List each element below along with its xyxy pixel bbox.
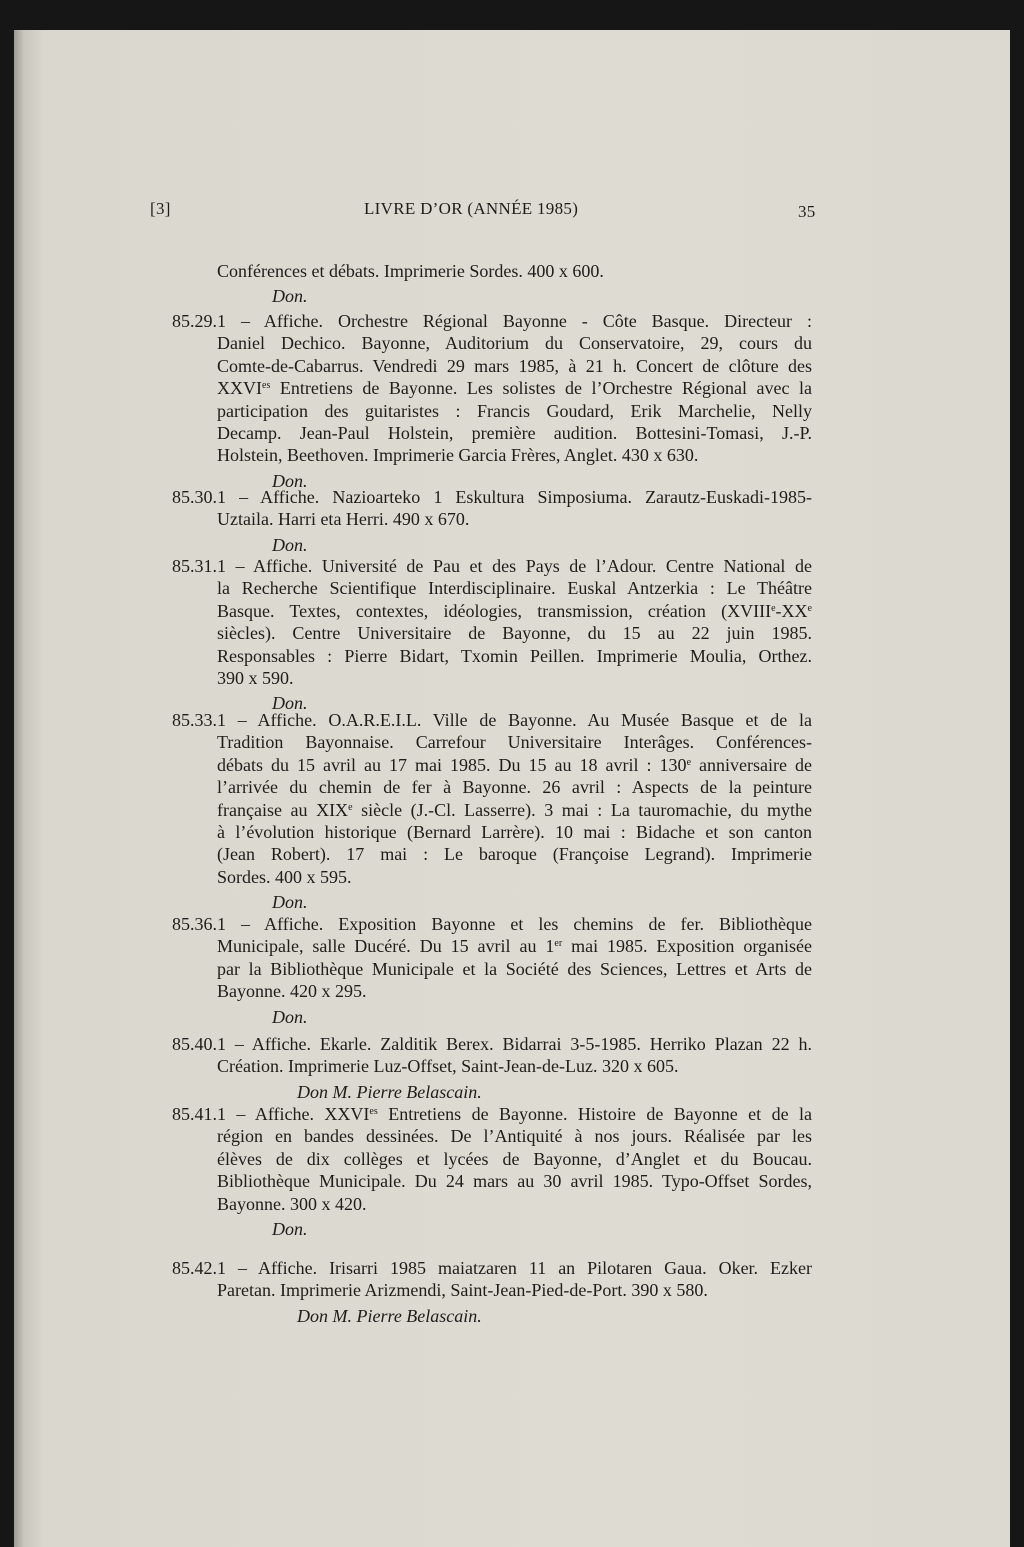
text-segment: Municipale, salle Ducéré. Du 15 avril au 1	[217, 936, 555, 957]
entry-line: par la Bibliothèque Municipale et la Société des Sciences, Lettres et Arts de	[217, 958, 812, 979]
entry-line: Comte-de-Cabarrus. Vendredi 29 mars 1985, à 21 h. Concert de clôture des	[217, 355, 812, 376]
entry-line	[217, 377, 812, 399]
entry-line: Decamp. Jean-Paul Holstein, première audition. Bottesini-Tomasi, J.-P.	[217, 422, 812, 443]
entry-line: Conférences et débats. Imprimerie Sordes. 400 x 600.	[217, 261, 604, 281]
catalogue-entry	[172, 555, 812, 715]
superscript: er	[554, 938, 563, 950]
entry-line: 85.29.1 – Affiche. Orchestre Régional Bayonne - Côte Basque. Directeur :	[172, 311, 812, 331]
catalogue-entry	[172, 1103, 812, 1240]
entry-line: 390 x 590.	[217, 667, 294, 688]
entry-line: Daniel Dechico. Bayonne, Auditorium du Conservatoire, 29, cours du	[217, 333, 812, 354]
entry-line	[217, 935, 812, 957]
catalogue-entry	[172, 1033, 812, 1103]
entry-line: (Jean Robert). 17 mai : Le baroque (Françoise Legrand). Imprimerie	[217, 844, 812, 865]
entry-line: 85.30.1 – Affiche. Nazioarteko 1 Eskultura Simposiuma. Zarautz-Euskadi-1985-	[172, 487, 812, 507]
entry-line: 85.40.1 – Affiche. Ekarle. Zalditik Berex. Bidarrai 3-5-1985. Herriko Plazan 22 h.	[172, 1034, 812, 1054]
donor-note: Don M. Pierre Belascain.	[297, 1305, 482, 1326]
entry-line	[217, 754, 812, 776]
catalogue-entry	[172, 709, 812, 914]
page-number: 35	[798, 202, 816, 221]
text-segment: siècle (J.-Cl. Lasserre). 3 mai : La tauromachie, du mythe	[352, 799, 812, 820]
entry-line: l’arrivée du chemin de fer à Bayonne. 26 avril : Aspects de la peinture	[217, 777, 812, 798]
catalogue-entry	[172, 486, 812, 556]
donor-note: Don.	[272, 286, 308, 307]
catalogue-entry	[172, 913, 812, 1028]
running-title: LIVRE D’OR (ANNÉE 1985)	[364, 199, 579, 218]
entry-line: Holstein, Beethoven. Imprimerie Garcia Frères, Anglet. 430 x 630.	[217, 445, 699, 466]
entry-line: la Recherche Scientifique Interdisciplinaire. Euskal Antzerkia : Le Théâtre	[217, 578, 812, 599]
entry-line: Tradition Bayonnaise. Carrefour Universitaire Interâges. Conférences-	[217, 732, 812, 753]
text-segment: Basque. Textes, contextes, idéologies, transmission, création (XVIII	[217, 600, 772, 621]
donor-note: Don.	[272, 534, 308, 555]
entry-line: 85.42.1 – Affiche. Irisarri 1985 maiatzaren 11 an Pilotaren Gaua. Oker. Ezker	[172, 1258, 812, 1278]
superscript: e	[686, 756, 692, 768]
entry-line	[217, 799, 812, 821]
text-segment: Entretiens de Bayonne. Les solistes de l’Orchestre Régional avec la	[270, 378, 812, 399]
donor-note: Don.	[272, 1218, 308, 1239]
entry-line: Sordes. 400 x 595.	[217, 866, 352, 887]
entry-line: Bayonne. 300 x 420.	[217, 1193, 367, 1214]
superscript: e	[348, 801, 353, 813]
text-segment: Entretiens de Bayonne. Histoire de Bayonne et de la	[377, 1104, 812, 1124]
text-segment: anniversaire de	[691, 754, 812, 775]
donor-note: Don.	[272, 1006, 308, 1027]
catalogue-entry	[172, 1257, 812, 1327]
superscript: e	[771, 602, 776, 614]
donor-note: Don.	[272, 693, 308, 714]
text-segment: XXVI	[217, 378, 262, 399]
entry-line: participation des guitaristes : Francis Goudard, Erik Marchelie, Nelly	[217, 400, 812, 421]
text-segment: française au XIX	[217, 799, 349, 820]
entry-line: à l’évolution historique (Bernard Larrère). 10 mai : Bidache et son canton	[217, 821, 812, 842]
text-segment: mai 1985. Exposition organisée	[562, 936, 812, 957]
entry-line: Paretan. Imprimerie Arizmendi, Saint-Jean-Pied-de-Port. 390 x 580.	[217, 1280, 708, 1301]
entry-line: Bibliothèque Municipale. Du 24 mars au 30 avril 1985. Typo-Offset Sordes,	[217, 1171, 812, 1192]
catalogue-entry	[172, 260, 812, 308]
donor-note: Don.	[272, 892, 308, 913]
donor-note: Don.	[272, 470, 308, 491]
donor-note: Don M. Pierre Belascain.	[297, 1081, 482, 1102]
superscript: es	[369, 1106, 378, 1117]
entry-line: siècles). Centre Universitaire de Bayonne, du 15 au 22 juin 1985.	[217, 623, 812, 644]
entry-line: région en bandes dessinées. De l’Antiquité à nos jours. Réalisée par les	[217, 1126, 812, 1147]
section-marker: [3]	[150, 199, 171, 218]
entry-line: Création. Imprimerie Luz-Offset, Saint-Jean-de-Luz. 320 x 605.	[217, 1056, 679, 1077]
entry-line	[172, 1103, 812, 1125]
superscript: e	[807, 602, 812, 614]
entry-line: Uztaila. Harri eta Herri. 490 x 670.	[217, 509, 470, 530]
entry-line: 85.31.1 – Affiche. Université de Pau et des Pays de l’Adour. Centre National de	[172, 556, 812, 576]
text-segment: -XX	[775, 600, 808, 621]
text-segment: débats du 15 avril au 17 mai 1985. Du 15 au 18 avril : 130	[217, 754, 687, 775]
superscript: es	[262, 380, 271, 392]
entry-line: 85.33.1 – Affiche. O.A.R.E.I.L. Ville de Bayonne. Au Musée Basque et de la	[172, 710, 812, 730]
entry-line: élèves de dix collèges et lycées de Bayonne, d’Anglet et du Boucau.	[217, 1148, 812, 1169]
text-segment: 85.41.1 – Affiche. XXVI	[172, 1104, 370, 1124]
entry-line: Bayonne. 420 x 295.	[217, 981, 367, 1002]
catalogue-entry	[172, 310, 812, 492]
entry-line: 85.36.1 – Affiche. Exposition Bayonne et les chemins de fer. Bibliothèque	[172, 914, 812, 934]
entry-line: Responsables : Pierre Bidart, Txomin Peillen. Imprimerie Moulia, Orthez.	[217, 645, 812, 666]
entry-line	[217, 600, 812, 622]
